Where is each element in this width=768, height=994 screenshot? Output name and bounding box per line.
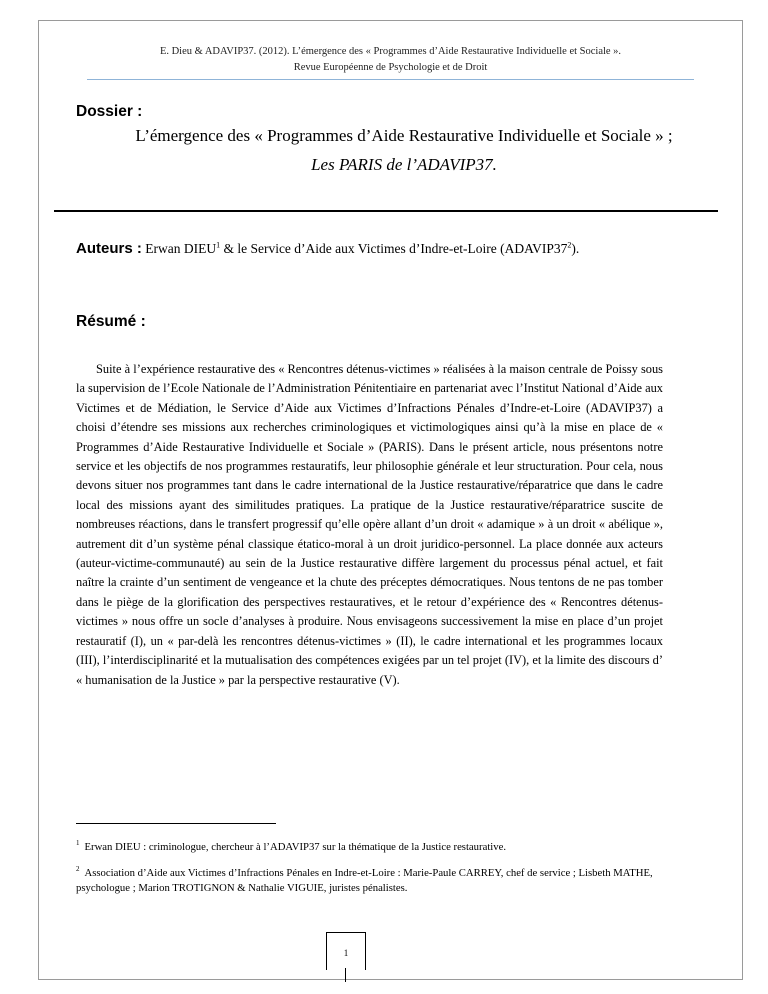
author-name: Erwan DIEU	[145, 241, 217, 256]
title-divider	[54, 210, 718, 212]
authors-label: Auteurs :	[76, 240, 142, 257]
page-number: 1	[343, 948, 349, 958]
page-number-box	[326, 932, 366, 970]
footnote-ref-2[interactable]: 2	[567, 240, 572, 250]
article-subtitle: Les PARIS de l’ADAVIP37.	[311, 155, 497, 174]
dossier-label: Dossier :	[76, 103, 143, 120]
abstract-heading: Résumé :	[76, 313, 146, 330]
footnote-number: 1	[76, 839, 80, 848]
footnote-text: Association d’Aide aux Victimes d’Infractions Pénales en Indre-et-Loire : Marie-Paule CARREY, chef de service ; Lisbeth MATHE, psychologue ; Marion TROTIGNON & Nathalie VIGUIE, juristes pénalistes.	[76, 867, 653, 894]
footnote-divider	[76, 823, 276, 824]
footnote-number: 2	[76, 865, 80, 874]
abstract-text: Suite à l’expérience restaurative des « Rencontres détenus-victimes » réalisées à la maison centrale de Poissy sous la supervision de l’Ecole Nationale de l’Administration Pénitentiaire en partenariat avec l’Institut National d’Aide aux Victimes et de Médiation, le Service d’Aide aux Victimes d’Infractions Pénales d’Indre-et-Loire (ADAVIP37) a choisi d’étendre ses missions aux recherches criminologiques et victimologiques ainsi qu’à la mise en place de « Programmes d’Aide Restaurative Individuelle et Sociale » (PARIS). Dans le présent article, nous présentons notre service et les objectifs de nos programmes restauratifs, leur philosophie générale et leur structuration. Pour cela, nous devons situer nos programmes tant dans le cadre international de la Justice restaurative/réparatrice que dans le cadre local des missions ayant des similitudes pratiques. La pratique de la Justice restaurative/réparatrice suscite de nombreuses réactions, dans le transfert progressif qu’elle opère allant d’un droit « adamique » à un droit « abélique », autrement dit d’un système pénal classique étatico-moral à un droit juridico-personnel. La place donnée aux acteurs (auteur-victime-communauté) au sein de la Justice restaurative diffère largement du processus pénal actuel, et fait naître la crainte d’un sentiment de vengeance et la chute des préceptes démocratiques. Nous tentons de ne pas tomber dans le piège de la glorification des perspectives restauratives, et le retour d’expérience des « Rencontres détenus-victimes » nous offre un socle d’analyses à produire. Nous envisageons successivement la mise en place d’un projet restauratif (I), un « par-delà les rencontres détenus-victimes » (II), le cadre international et les programmes locaux (III), l’interdisciplinarité et la mutualisation des compétences exigées par un tel projet (IV), et la limite des discours d’ « humanisation de la Justice » par la perspective restaurative (V).	[76, 362, 663, 687]
authors-line	[76, 240, 579, 257]
header-citation: E. Dieu & ADAVIP37. (2012). L’émergence des « Programmes d’Aide Restaurative Individuelle et Sociale ».	[159, 46, 622, 57]
authors-end: ).	[571, 241, 580, 256]
page-number-stem	[345, 968, 346, 982]
author-service: & le Service d’Aide aux Victimes d’Indre-et-Loire (ADAVIP37	[220, 241, 568, 256]
footnote-ref-1[interactable]: 1	[216, 240, 221, 250]
article-title: L’émergence des « Programmes d’Aide Restaurative Individuelle et Sociale » ;	[135, 126, 673, 145]
footnote-2	[76, 866, 666, 896]
header-journal: Revue Européenne de Psychologie et de Droit	[293, 62, 488, 73]
running-header	[39, 44, 742, 76]
footnote-text: Erwan DIEU : criminologue, chercheur à l’ADAVIP37 sur la thématique de la Justice restaurative.	[84, 841, 507, 853]
header-divider	[87, 79, 694, 80]
footnote-1	[76, 840, 666, 855]
